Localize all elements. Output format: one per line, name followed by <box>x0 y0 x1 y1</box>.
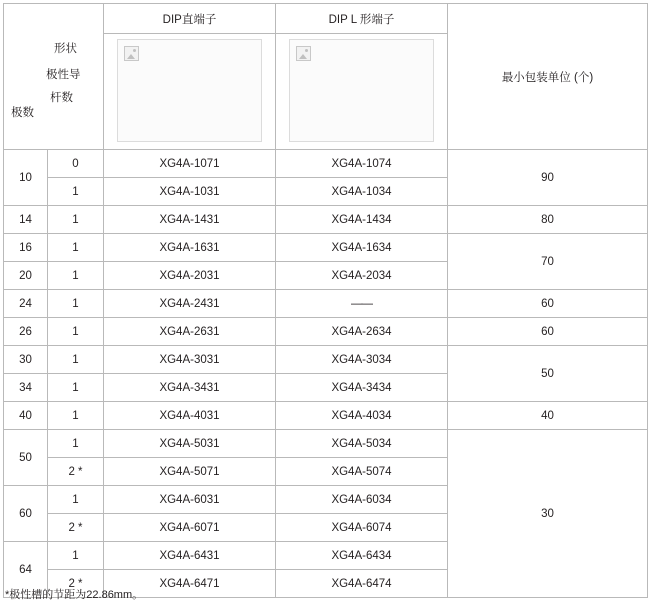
cell-lshape-part: XG4A-3434 <box>276 374 448 402</box>
spec-table-page <box>0 3 652 609</box>
cell-lshape-part: XG4A-1034 <box>276 178 448 206</box>
cell-pack-qty: 50 <box>448 346 648 402</box>
cell-straight-part: XG4A-6071 <box>104 514 276 542</box>
table-footnote: *极性槽的节距为22.86mm。 <box>5 589 144 601</box>
cell-lshape-part: XG4A-1074 <box>276 150 448 178</box>
cell-lshape-part: XG4A-3034 <box>276 346 448 374</box>
cell-straight-part: XG4A-1631 <box>104 234 276 262</box>
cell-pack-qty: 90 <box>448 150 648 206</box>
cell-straight-part: XG4A-2631 <box>104 318 276 346</box>
cell-poles: 60 <box>4 486 48 542</box>
header-col-min-package-unit: 最小包装单位 (个) <box>448 4 648 150</box>
cell-rods: 1 <box>48 542 104 570</box>
cell-lshape-part: XG4A-2634 <box>276 318 448 346</box>
cell-rods: 2 * <box>48 514 104 542</box>
product-spec-table <box>3 3 648 598</box>
header-col-l-terminal: DIP L 形端子 <box>276 4 448 34</box>
cell-lshape-part: —— <box>276 290 448 318</box>
cell-straight-part: XG4A-6031 <box>104 486 276 514</box>
cell-rods: 2 * <box>48 458 104 486</box>
cell-pack-qty: 40 <box>448 402 648 430</box>
broken-image-icon <box>289 39 434 142</box>
cell-poles: 20 <box>4 262 48 290</box>
table-header-row <box>4 4 648 34</box>
cell-straight-part: XG4A-1071 <box>104 150 276 178</box>
cell-rods: 1 <box>48 430 104 458</box>
cell-rods: 2 * <box>48 570 104 598</box>
cell-straight-part: XG4A-1031 <box>104 178 276 206</box>
cell-straight-part: XG4A-3431 <box>104 374 276 402</box>
cell-poles: 40 <box>4 402 48 430</box>
cell-poles: 10 <box>4 150 48 206</box>
table-row <box>4 150 648 178</box>
table-row <box>4 430 648 458</box>
header-corner-cell <box>4 4 104 150</box>
cell-lshape-part: XG4A-1634 <box>276 234 448 262</box>
cell-rods: 1 <box>48 346 104 374</box>
cell-pack-qty: 60 <box>448 318 648 346</box>
cell-lshape-part: XG4A-4034 <box>276 402 448 430</box>
cell-rods: 1 <box>48 178 104 206</box>
cell-poles: 64 <box>4 542 48 598</box>
cell-lshape-part: XG4A-5034 <box>276 430 448 458</box>
cell-rods: 1 <box>48 402 104 430</box>
cell-straight-part: XG4A-2431 <box>104 290 276 318</box>
cell-rods: 0 <box>48 150 104 178</box>
cell-pack-qty: 60 <box>448 290 648 318</box>
header-label-shape: 形状 <box>54 43 77 55</box>
cell-lshape-part: XG4A-5074 <box>276 458 448 486</box>
cell-poles: 50 <box>4 430 48 486</box>
cell-rods: 1 <box>48 206 104 234</box>
broken-image-icon <box>117 39 262 142</box>
cell-poles: 16 <box>4 234 48 262</box>
cell-rods: 1 <box>48 262 104 290</box>
table-row <box>4 346 648 374</box>
header-label-poles: 极数 <box>11 107 34 119</box>
cell-straight-part: XG4A-5031 <box>104 430 276 458</box>
cell-lshape-part: XG4A-6474 <box>276 570 448 598</box>
cell-lshape-part: XG4A-6034 <box>276 486 448 514</box>
table-row <box>4 206 648 234</box>
cell-rods: 1 <box>48 234 104 262</box>
cell-poles: 34 <box>4 374 48 402</box>
cell-straight-part: XG4A-5071 <box>104 458 276 486</box>
cell-rods: 1 <box>48 374 104 402</box>
header-image-straight-terminal <box>104 34 276 150</box>
table-row <box>4 318 648 346</box>
cell-pack-qty: 30 <box>448 430 648 598</box>
cell-rods: 1 <box>48 318 104 346</box>
cell-lshape-part: XG4A-1434 <box>276 206 448 234</box>
cell-straight-part: XG4A-2031 <box>104 262 276 290</box>
cell-rods: 1 <box>48 290 104 318</box>
cell-lshape-part: XG4A-6074 <box>276 514 448 542</box>
table-row <box>4 234 648 262</box>
cell-lshape-part: XG4A-6434 <box>276 542 448 570</box>
cell-poles: 14 <box>4 206 48 234</box>
header-image-l-terminal <box>276 34 448 150</box>
cell-poles: 26 <box>4 318 48 346</box>
cell-straight-part: XG4A-6471 <box>104 570 276 598</box>
cell-straight-part: XG4A-4031 <box>104 402 276 430</box>
cell-pack-qty: 70 <box>448 234 648 290</box>
cell-rods: 1 <box>48 486 104 514</box>
cell-straight-part: XG4A-3031 <box>104 346 276 374</box>
cell-straight-part: XG4A-6431 <box>104 542 276 570</box>
table-row <box>4 402 648 430</box>
cell-pack-qty: 80 <box>448 206 648 234</box>
cell-lshape-part: XG4A-2034 <box>276 262 448 290</box>
header-label-rod-count: 杆数 <box>50 92 73 104</box>
cell-poles: 24 <box>4 290 48 318</box>
cell-poles: 30 <box>4 346 48 374</box>
table-row <box>4 290 648 318</box>
header-col-straight-terminal: DIP直端子 <box>104 4 276 34</box>
header-label-polarity: 极性导 <box>46 69 81 81</box>
cell-straight-part: XG4A-1431 <box>104 206 276 234</box>
